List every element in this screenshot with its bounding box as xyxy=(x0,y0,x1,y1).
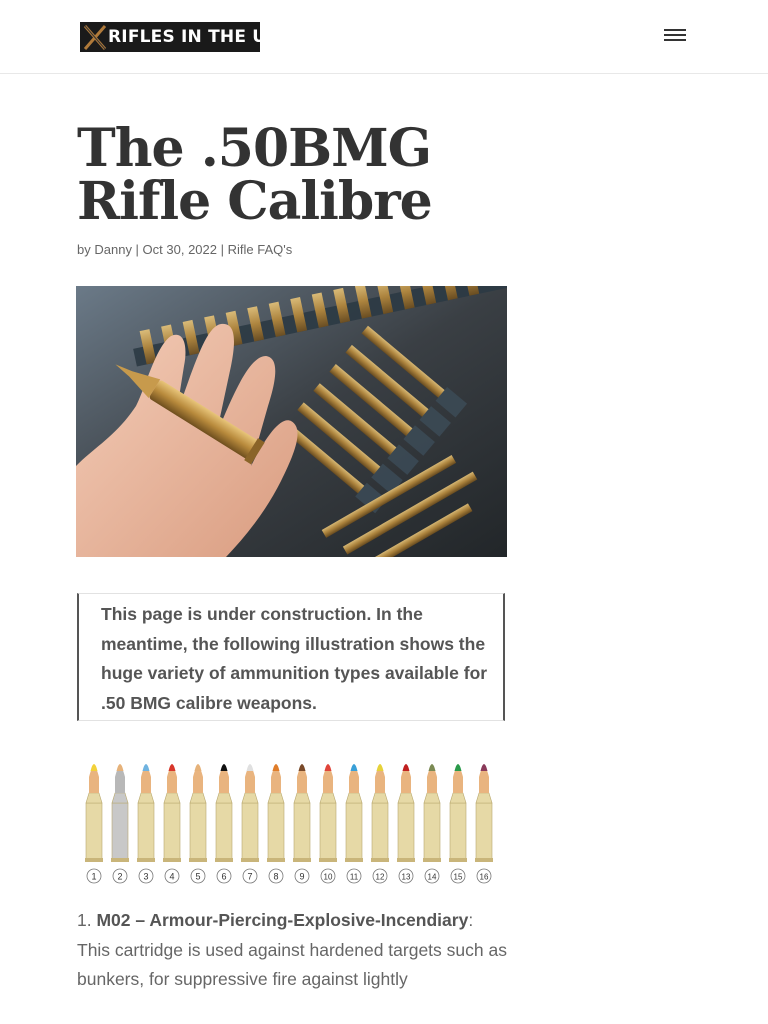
site-header xyxy=(0,0,768,74)
post-meta xyxy=(77,242,292,257)
post-date: Oct 30, 2022 xyxy=(142,242,217,257)
ammo-item-1 xyxy=(77,906,507,995)
cartridge-10 xyxy=(319,764,337,883)
cartridge-7 xyxy=(241,764,259,883)
cartridge-label: 9 xyxy=(299,871,305,882)
title-line-2: Rifle Calibre xyxy=(77,171,432,232)
site-logo[interactable] xyxy=(80,22,280,52)
item-name: M02 – Armour-Piercing-Explosive-Incendiary xyxy=(96,910,469,930)
cartridge-label: 12 xyxy=(375,872,385,882)
cartridge-1 xyxy=(85,764,103,883)
meta-separator: | xyxy=(131,242,143,257)
cartridge-9 xyxy=(293,764,311,883)
cartridge-label: 5 xyxy=(195,871,201,882)
cartridge-label: 4 xyxy=(169,871,175,882)
notice-text: This page is under construction. In the meantime, the following illustration shows the huge variety of ammunition types available for .50 BMG calibre weapons. xyxy=(101,604,488,713)
ammunition-types-illustration xyxy=(78,755,504,887)
meta-by: by xyxy=(77,242,91,257)
cartridge-label: 15 xyxy=(453,872,463,882)
cartridge-label: 7 xyxy=(247,871,253,882)
cartridge-14 xyxy=(423,764,441,883)
construction-notice xyxy=(77,593,505,721)
item-description: This cartridge is used against hardened targets such as bunkers, for suppressive fire against lightly xyxy=(77,939,507,989)
cartridge-label: 16 xyxy=(479,872,489,882)
cartridge-13 xyxy=(397,764,415,883)
cartridge-11 xyxy=(345,764,363,883)
cartridge-2 xyxy=(111,764,129,883)
author-link[interactable]: Danny xyxy=(94,242,132,257)
cartridge-label: 10 xyxy=(323,872,333,882)
cartridge-label: 1 xyxy=(91,871,97,882)
cartridge-8 xyxy=(267,764,285,883)
cartridge-15 xyxy=(449,764,467,883)
title-line-1: The .50BMG xyxy=(77,118,432,179)
cartridge-label: 6 xyxy=(221,871,227,882)
cartridge-4 xyxy=(163,764,181,883)
hero-image xyxy=(76,286,507,557)
logo-text: RIFLES IN THE UK xyxy=(108,27,280,47)
cartridge-label: 3 xyxy=(143,871,149,882)
crossed-rifles-icon xyxy=(82,23,108,51)
cartridge-16 xyxy=(475,764,493,883)
cartridge-5 xyxy=(189,764,207,883)
cartridge-label: 2 xyxy=(117,871,123,882)
cartridge-3 xyxy=(137,764,155,883)
hamburger-menu-icon[interactable] xyxy=(664,26,686,44)
cartridge-label: 14 xyxy=(427,872,437,882)
cartridge-label: 8 xyxy=(273,871,279,882)
page-title xyxy=(77,118,537,232)
cartridge-6 xyxy=(215,764,233,883)
category-link[interactable]: Rifle FAQ's xyxy=(227,242,293,257)
cartridge-label: 13 xyxy=(401,872,411,882)
meta-separator: | xyxy=(217,242,228,257)
item-number: 1. xyxy=(77,910,92,930)
cartridge-12 xyxy=(371,764,389,883)
cartridge-label: 11 xyxy=(349,872,359,882)
item-colon: : xyxy=(468,910,474,930)
